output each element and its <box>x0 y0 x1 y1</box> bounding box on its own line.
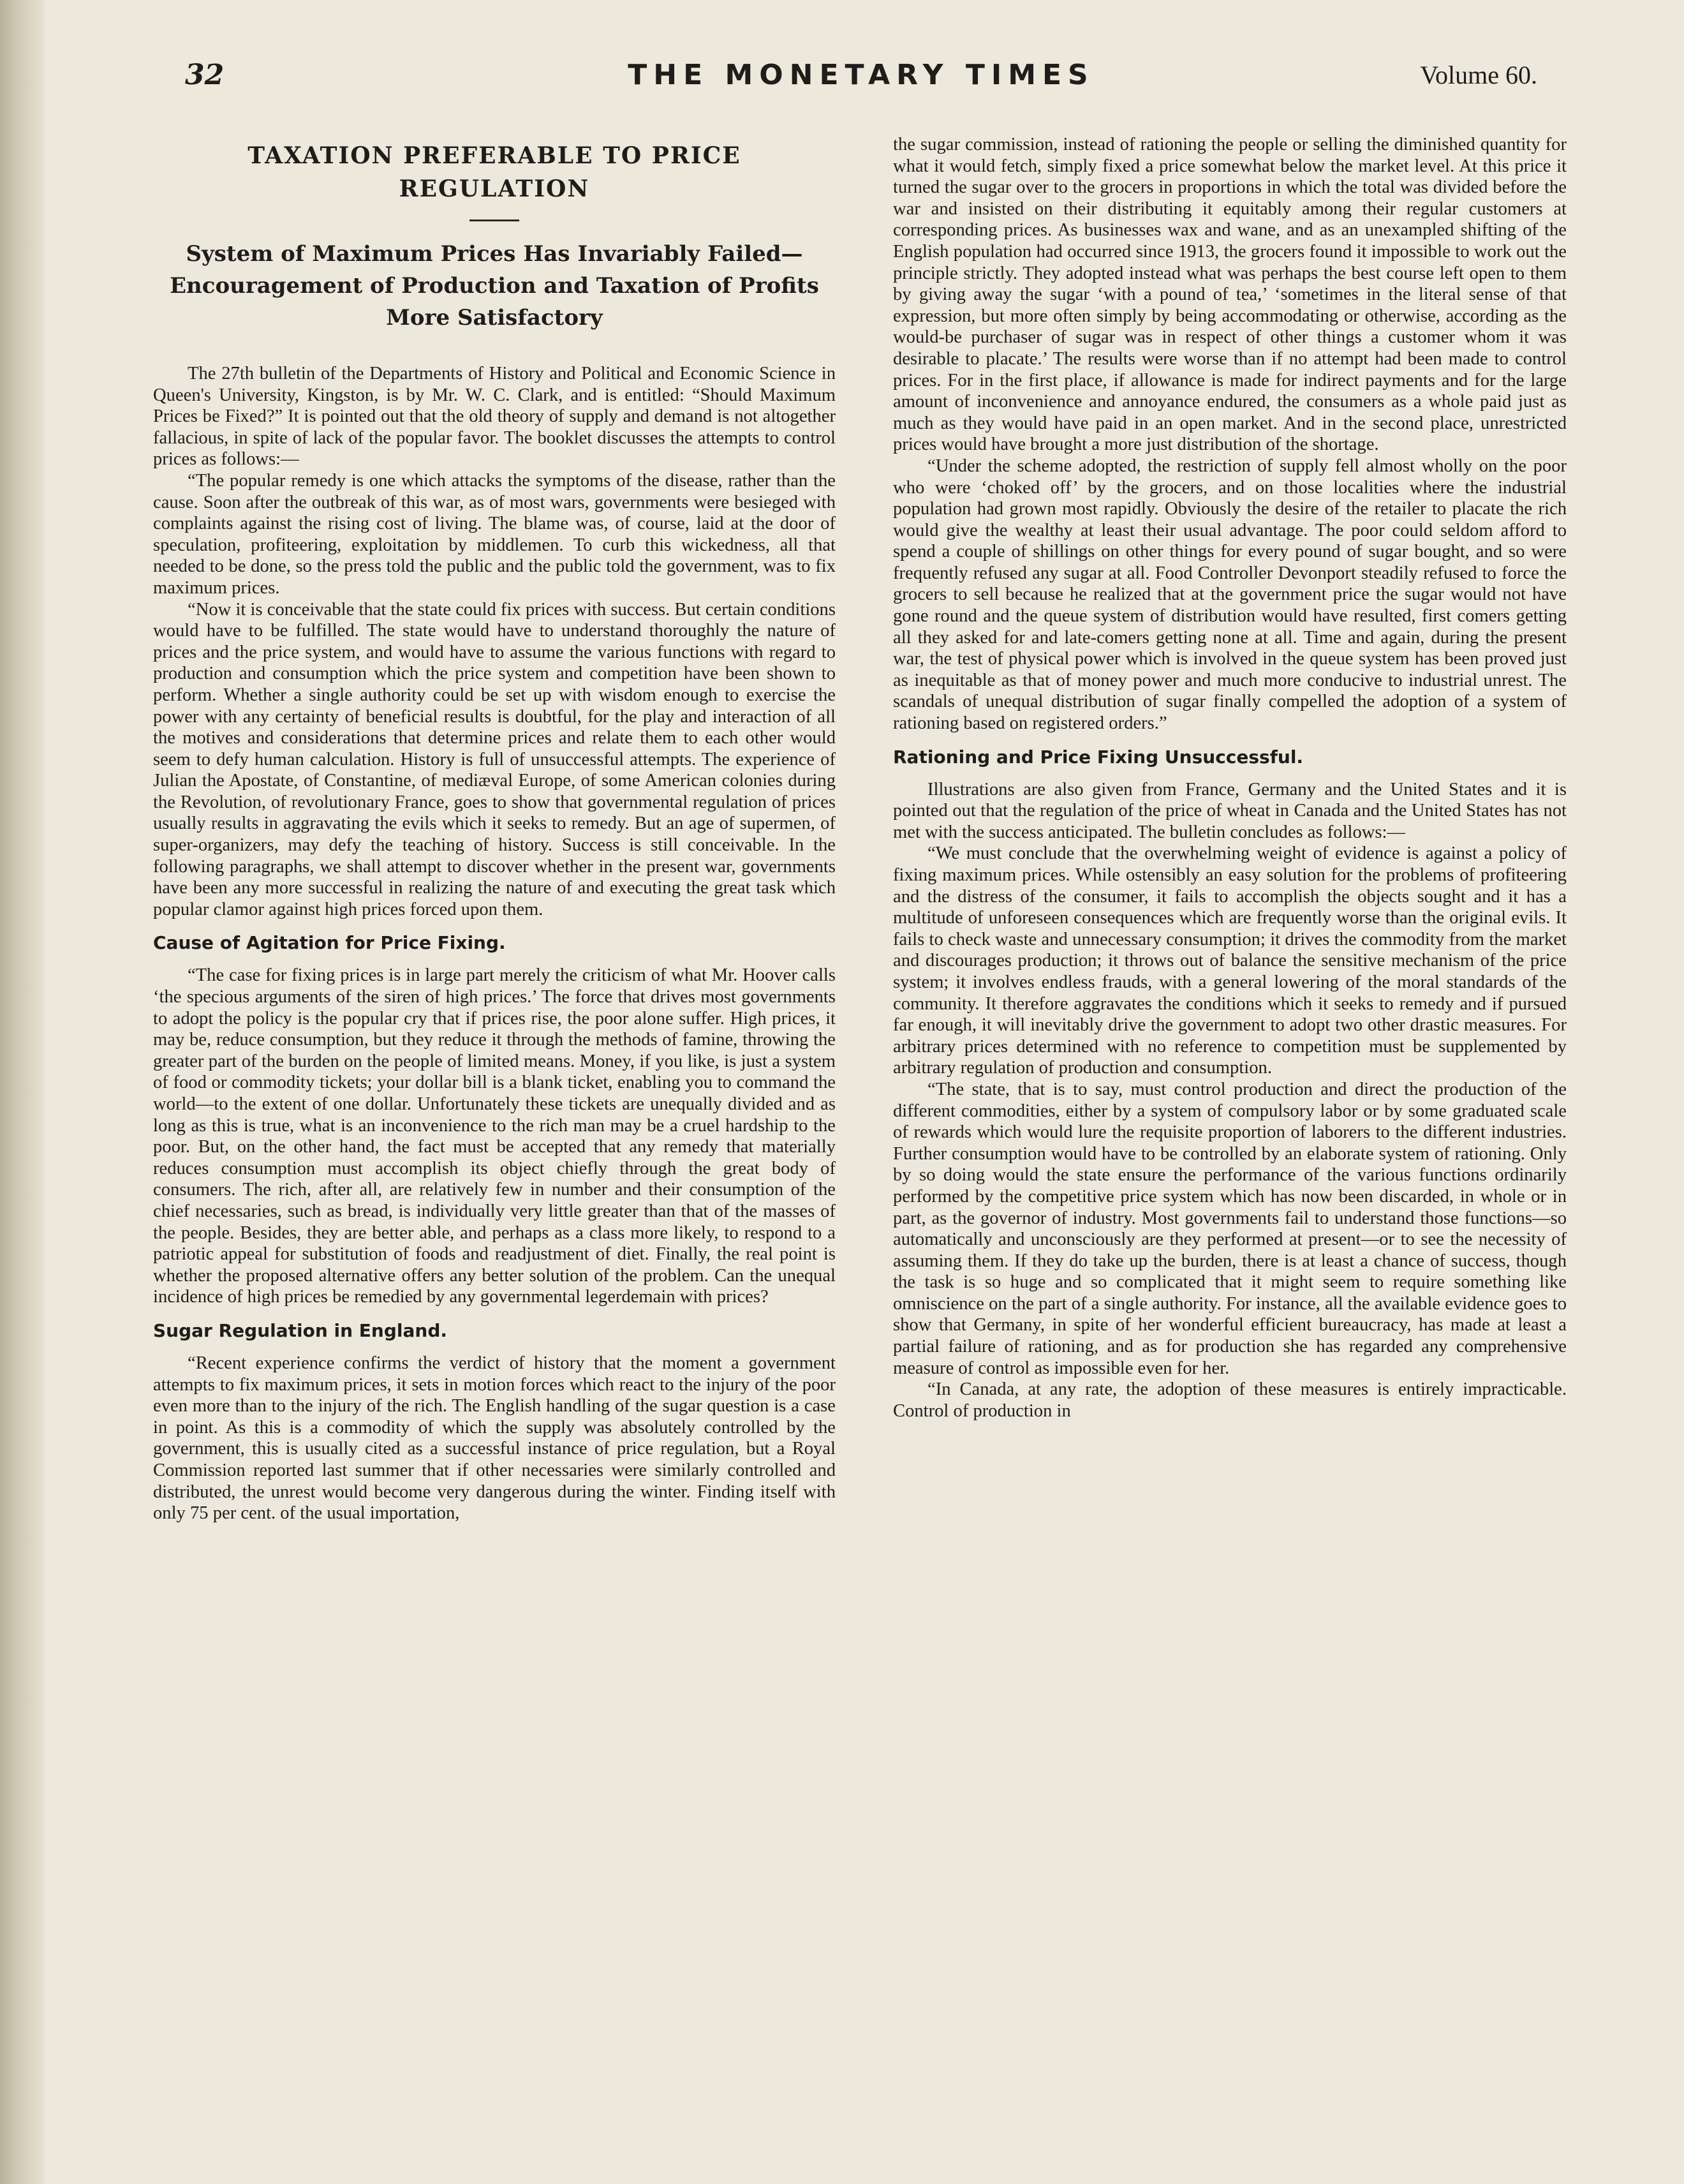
paragraph: Illustrations are also given from France, Germany and the United States and it is pointed out that the regulation of the price of wheat in Canada and the United States has not met with the success anticipated. The bulletin concludes as follows:— <box>893 779 1567 842</box>
page-number: 32 <box>185 59 225 91</box>
section-heading: Cause of Agitation for Price Fixing. <box>153 932 506 954</box>
journal-title: THE MONETARY TIMES <box>628 59 1095 91</box>
page-binding-edge <box>0 0 45 2184</box>
article-title: TAXATION PREFERABLE TO PRICE REGULATION <box>247 142 741 202</box>
paragraph: “In Canada, at any rate, the adoption of these measures is entirely impracticable. Control of production in <box>893 1379 1567 1421</box>
paragraph: “The state, that is to say, must control production and direct the production of the different commodities, either by a system of compulsory labor or by some graduated scale of rewards which would lure the requisite proportion of laborers to the different industries. Further consumption would have to be controlled by an elaborate system of rationing. Only by so doing would the state ensure the performance of the various functions ordinarily performed by the competitive price system which has now been discarded, in whole or in part, as the governor of industry. Most governments fail to understand those functions—so automatically and unconsciously are they performed at present—or to see the necessity of assuming them. If they do take up the burden, there is at least a chance of success, though the task is so huge and so complicated that it might seem to require something like omniscience on the part of a single authority. For instance, all the available evidence goes to show that Germany, in spite of her wonderful efficient bureaucracy, has made at least a partial failure of rationing, and as for production she has regarded any comprehensive measure of control as impossible even for her. <box>893 1079 1567 1378</box>
paragraph: “The case for fixing prices is in large part merely the criticism of what Mr. Hoover calls ‘the specious arguments of the siren of high prices.’ The force that drives most governments to adopt the policy is the popular cry that if prices rise, the poor alone suffer. High prices, it may be, reduce consumption, but they reduce it through the methods of famine, throwing the greater part of the burden on the people of limited means. Money, if you like, is just a system of food or commodity tickets; your dollar bill is a blank ticket, enabling you to command the world—to the extent of one dollar. Unfortunately these tickets are unequally divided and as long as this is true, what is an inconvenience to the rich man may be a cruel hardship to the poor. But, on the other hand, the fact must be accepted that any remedy that materially reduces consumption must accomplish its object chiefly through the great body of consumers. The rich, after all, are relatively few in number and their consumption of the chief necessaries, such as bread, is individually very little greater than that of the masses of the people. Besides, they are better able, and perhaps as a class more likely, to respond to a patriotic appeal for substitution of foods and readjustment of diet. Finally, the real point is whether the proposed alternative offers any better solution of the problem. Can the unequal incidence of high prices be remedied by any governmental legerdemain with prices? <box>153 965 836 1307</box>
paragraph: “Under the scheme adopted, the restriction of supply fell almost wholly on the poor who were ‘choked off’ by the grocers, and on those localities where the industrial population had grown most rapidly. Obviously the desire of the retailer to placate the rich would give the wealthy at least their usual advantage. The poor could seldom afford to spend a couple of shillings on other things for every pound of sugar bought, and so were frequently refused any sugar at all. Food Controller Devonport steadily refused to force the grocers to sell because he realized that at the government price the sugar would not have gone round and the queue system of distribution would have resulted, first comers getting all they asked for and late-comers getting none at all. Time and again, during the present war, the test of physical power which is involved in the queue system has been proved just as inequitable as that of money power and much more conducive to industrial unrest. The scandals of unequal distribution of sugar finally compelled the adoption of a system of rationing based on registered orders.” <box>893 456 1567 734</box>
left-column <box>153 134 836 1524</box>
paragraph: “Recent experience confirms the verdict of history that the moment a government attempts to fix maximum prices, it sets in motion forces which react to the injury of the poor even more than to the injury of the rich. The English handling of the sugar question is a case in point. As this is a commodity of which the supply was absolutely controlled by the government, this is usually cited as a successful instance of price regulation, but a Royal Commission reported last summer that if other necessaries were similarly controlled and distributed, the unrest would become very dangerous during the winter. Finding itself with only 75 per cent. of the usual importation, <box>153 1353 836 1524</box>
paragraph: “The popular remedy is one which attacks the symptoms of the disease, rather than the cause. Soon after the outbreak of this war, as of most wars, governments were besieged with complaints against the rising cost of living. The blame was, of course, laid at the door of speculation, profiteering, exploitation by middlemen. To curb this wickedness, all that needed to be done, so the press told the public and the public told the government, was to fix maximum prices. <box>153 470 836 598</box>
paragraph: The 27th bulletin of the Departments of History and Political and Economic Science in Queen's University, Kingston, is by Mr. W. C. Clark, and is entitled: “Should Maximum Prices be Fixed?” It is pointed out that the old theory of supply and demand is not altogether fallacious, in spite of lack of the popular favor. The booklet discusses the attempts to control prices as follows:— <box>153 364 836 470</box>
title-rule <box>469 219 519 221</box>
article-subtitle: System of Maximum Prices Has Invariably Failed—Encouragement of Production and Taxation of Profits More Satisfactory <box>170 241 819 331</box>
volume-label: Volume 60. <box>1420 61 1537 89</box>
section-heading: Rationing and Price Fixing Unsuccessful. <box>893 746 1304 768</box>
right-column <box>893 134 1567 1422</box>
section-heading: Sugar Regulation in England. <box>153 1319 448 1341</box>
paragraph: “Now it is conceivable that the state could fix prices with success. But certain conditions would have to be fulfilled. The state would have to understand thoroughly the nature of prices and the price system, and would have to assume the various functions with regard to production and consumption which the price system and competition have been shown to perform. Whether a single authority could be set up with wisdom enough to exercise the power with any certainty of beneficial results is doubtful, for the play and interaction of all the motives and considerations that determine prices and relate them to each other would seem to defy human calculation. History is full of unsuccessful attempts. The experience of Julian the Apostate, of Constantine, of mediæval Europe, of some American colonies during the Revolution, of revolutionary France, goes to show that governmental regulation of prices usually results in aggravating the evils which it seeks to remedy. But an age of supermen, of super-organizers, may defy the teaching of history. Success is still conceivable. In the following paragraphs, we shall attempt to discover whether in the present war, governments have been any more successful in realizing the nature of and executing the great task which popular clamor against high prices forced upon them. <box>153 599 836 919</box>
continued-paragraph: the sugar commission, instead of rationing the people or selling the diminished quantity for what it would fetch, simply fixed a price somewhat below the market level. At this price it turned the sugar over to the grocers in proportions in which the total was divided before the war and insisted on their distributing it equitably among their regular customers at corresponding prices. As businesses wax and wane, and as an unexampled shifting of the English population had occurred since 1913, the grocers found it impossible to work out the principle strictly. They adopted instead what was perhaps the best course left open to them by giving away the sugar ‘with a pound of tea,’ ‘sometimes in the literal sense of that expression, but more often simply by being accommodating or otherwise, according as the would-be purchaser of sugar was in respect of other things a customer whom it was desirable to placate.’ The results were worse than if no attempt had been made to control prices. For in the first place, if allowance is made for indirect payments and for the large amount of inconvenience and annoyance endured, the consumers as a whole paid just as much as they would have paid in an open market. And in the second place, unrestricted prices would have brought a more just distribution of the shortage. <box>893 135 1567 455</box>
page-header <box>185 59 1537 97</box>
paragraph: “We must conclude that the overwhelming weight of evidence is against a policy of fixing maximum prices. While ostensibly an easy solution for the problems of profiteering and the distress of the consumer, it fails to accomplish the objects sought and it has a multitude of unforeseen consequences which are frequently worse than the original evils. It fails to check waste and unnecessary consumption; it drives the commodity from the market and discourages production; it throws out of balance the sensitive mechanism of the price system; it involves endless frauds, with a general lowering of the moral standards of the community. It therefore aggravates the conditions which it seeks to remedy and if pursued far enough, it will inevitably drive the government to adopt two other drastic measures. For arbitrary prices determined with no reference to competition must be supplemented by arbitrary regulation of production and consumption. <box>893 843 1567 1078</box>
